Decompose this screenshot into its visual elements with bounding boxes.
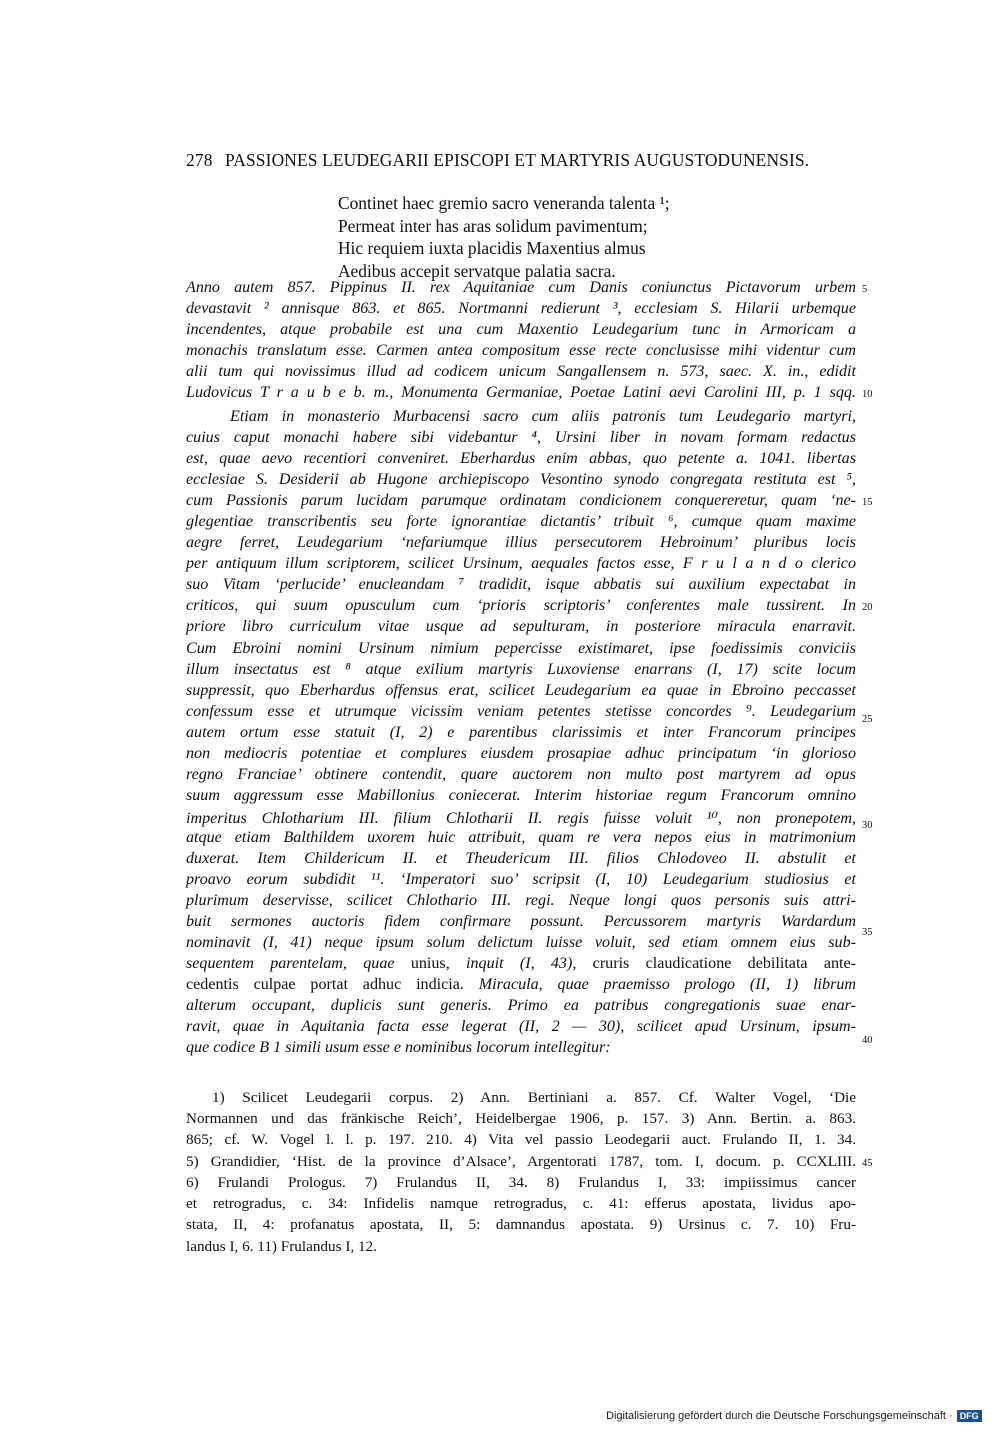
text-line: buit sermones auctoris fidem confirmare possunt. Percussorem martyris Wardardum <box>186 913 856 930</box>
text-line-mixed <box>186 955 856 973</box>
footnote-line: landus I, 6. 11) Frulandus I, 12. <box>186 1238 377 1255</box>
text-line-mixed <box>186 976 856 994</box>
text-line: Cum Ebroini nomini Ursinum nimium pepercisse existimaret, ipse foedissimis conviciis <box>186 640 856 657</box>
text-line: suo Vitam ‘perlucide’ enucleandam ⁷ tradidit, isque abbatis sui auxilium expectabat in <box>186 576 856 593</box>
line-number: 25 <box>862 714 873 725</box>
text-line: est, quae aevo recentiori conveniret. Eberhardus enim abbas, quo petente a. 1041. libertas <box>186 450 856 467</box>
text-line: autem ortum esse statuit (I, 2) e parentibus clarissimis et inter Francorum principes <box>186 724 856 741</box>
text-line: cum Passionis parum lucidam parumque ordinatam condicionem conquereretur, quam ‘ne- <box>186 492 856 509</box>
text-line: alii tum qui novissimus illud ad codicem unicum Sangallensem n. 573, saec. X. in., edidit <box>186 363 856 380</box>
line-number: 40 <box>862 1035 873 1046</box>
text-line: proavo eorum subdidit ¹¹. ‘Imperatori suo’ scripsit (I, 10) Leudegarium studiosius et <box>186 871 856 888</box>
text-span: Miracula, quae praemisso prologo (II, 1) librum <box>478 976 857 993</box>
line-number: 15 <box>862 497 873 508</box>
text-line: priore libro curriculum vitae usque ad sepulturam, in posteriore miracula enarravit. <box>186 618 856 635</box>
poem-line: Aedibus accepit servatque palatia sacra. <box>338 261 616 282</box>
text-line: monachis translatum esse. Carmen antea compositum esse recte conclusisse mihi videntur cum <box>186 342 856 359</box>
footnote-line: 6) Frulandi Prologus. 7) Frulandus II, 34. 8) Frulandus I, 33: impiissimus cancer <box>186 1174 856 1191</box>
page-number: 278 <box>186 150 213 170</box>
text-span: sequentem parentelam, quae <box>186 955 395 972</box>
text-line: duxerat. Item Childericum II. et Theudericum III. filios Chlodoveo II. abstulit et <box>186 850 856 867</box>
poem-line: Hic requiem iuxta placidis Maxentius almus <box>338 238 646 259</box>
line-number: 45 <box>862 1158 873 1169</box>
text-line: Anno autem 857. Pippinus II. rex Aquitaniae cum Danis coniunctus Pictavorum urbem <box>186 279 856 296</box>
footnote-line: 5) Grandidier, ‘Hist. de la province d’Alsace’, Argentorati 1787, tom. I, docum. p. CCXLIII. <box>186 1153 856 1170</box>
text-line: devastavit ² annisque 863. et 865. Nortmanni redierunt ³, ecclesiam S. Hilarii urbemque <box>186 300 856 317</box>
dfg-logo: DFG <box>957 1410 982 1422</box>
text-line: confessum esse et utrumque vicissim veniam petentes stetisse concordes ⁹. Leudegarium <box>186 703 856 720</box>
text-line: alterum occupant, duplicis sunt generis. Primo ea patribus congregationis suae enar- <box>186 997 856 1014</box>
text-line: Etiam in monasterio Murbacensi sacro cum aliis patronis tum Leudegario martyri, <box>230 408 856 425</box>
line-number: 10 <box>862 389 873 400</box>
dfg-footer-text: Digitalisierung gefördert durch die Deutsche Forschungsgemeinschaft · <box>606 1410 953 1422</box>
footnote-line: Normannen und das fränkische Reich’, Heidelbergae 1906, p. 157. 3) Ann. Bertin. a. 863. <box>186 1110 856 1127</box>
running-header <box>186 150 846 171</box>
line-number: 20 <box>862 602 873 613</box>
line-number: 35 <box>862 927 873 938</box>
text-line: que codice B 1 simili usum esse e nominibus locorum intellegitur: <box>186 1039 611 1056</box>
text-line: Ludovicus T r a u b e b. m., Monumenta Germaniae, Poetae Latini aevi Carolini III, p. 1 sqq. <box>186 384 856 401</box>
text-line: atque etiam Balthildem uxorem huic attribuit, quam re vera nepos eius in matrimonium <box>186 829 856 846</box>
text-span-upright: unius, <box>410 955 450 972</box>
text-line: non mediocris potentiae et complures eiusdem prosapiae adhuc principatum ‘in glorioso <box>186 745 856 762</box>
footnote-line: 865; cf. W. Vogel l. l. p. 197. 210. 4) Vita vel passio Leodegarii auct. Frulando II, 1. 34. <box>186 1131 856 1148</box>
text-line: plurimum deservisse, scilicet Chlothario III. regi. Neque longi quos personis suis attri- <box>186 892 856 909</box>
line-number: 5 <box>862 284 868 295</box>
text-line: criticos, qui suum opusculum cum ‘prioris scriptoris’ conferentes male tussirent. In <box>186 597 856 614</box>
footnote-line: 1) Scilicet Leudegarii corpus. 2) Ann. Bertiniani a. 857. Cf. Walter Vogel, ‘Die <box>212 1089 856 1106</box>
text-line: ecclesiae S. Desiderii ab Hugone archiepiscopo Vesontino synodo congregata restituta est ⁵, <box>186 471 856 488</box>
text-line: illum insectatus est ⁸ atque exilium martyris Luxoviense enarrans (I, 17) scite locum <box>186 661 856 678</box>
text-line: suppressit, quo Eberhardus offensus erat, scilicet Leudegarium ea quae in Ebroino peccasset <box>186 682 856 699</box>
footnote-line: stata, II, 4: profanatus apostata, II, 5: damnandus apostata. 9) Ursinus c. 7. 10) Fru- <box>186 1216 856 1233</box>
text-span-upright: cedentis culpae portat adhuc indicia. <box>186 976 464 993</box>
poem-line: Continet haec gremio sacro veneranda talenta ¹; <box>338 193 670 213</box>
footnote-line: et retrogradus, c. 34: Infidelis namque retrogradus, c. 41: efferus apostata, lividus apo- <box>186 1195 856 1212</box>
text-line: cuius caput monachi habere sibi videbantur ⁴, Ursini liber in novam formam redactus <box>186 429 856 446</box>
poem-line: Permeat inter has aras solidum pavimentum; <box>338 215 648 236</box>
text-line: regno Franciae’ obtinere contendit, quare auctorem non multo post martyrem ad opus <box>186 766 856 783</box>
text-line: suum aggressum esse Mabillonius coniecerat. Interim historiae regum Francorum omnino <box>186 787 856 804</box>
text-line: incendentes, atque probabile est una cum Maxentio Leudegarium tunc in Armoricam a <box>186 321 856 338</box>
text-line: glegentiae transcribentis seu forte ignorantiae dictantis’ tribuit ⁶, cumque quam maxime <box>186 513 856 530</box>
text-span: inquit (I, 43), <box>466 955 577 972</box>
text-line: aegre ferret, Leudegarium ‘nefariumque illius persecutorem Hebroinum’ pluribus locis <box>186 534 856 551</box>
text-line: per antiquum illum scriptorem, scilicet Ursinum, aequales factos esse, F r u l a n d o clerico <box>186 555 856 572</box>
dfg-footer <box>606 1410 982 1422</box>
text-line: ravit, quae in Aquitania facta esse legerat (II, 2 — 30), scilicet apud Ursinum, ipsum- <box>186 1018 856 1035</box>
poem-block <box>338 192 858 283</box>
text-span-upright: cruris claudicatione debilitata ante- <box>592 955 857 972</box>
text-line: imperitus Chlotharium III. filium Chlotharii II. regis fuisse voluit ¹⁰, non pronepotem, <box>186 810 856 827</box>
line-number: 30 <box>862 820 873 831</box>
running-title: PASSIONES LEUDEGARII EPISCOPI ET MARTYRIS AUGUSTODUNENSIS. <box>225 150 810 170</box>
text-line: nominavit (I, 41) neque ipsum solum delictum luisse voluit, sed etiam omnem eius sub- <box>186 934 856 951</box>
